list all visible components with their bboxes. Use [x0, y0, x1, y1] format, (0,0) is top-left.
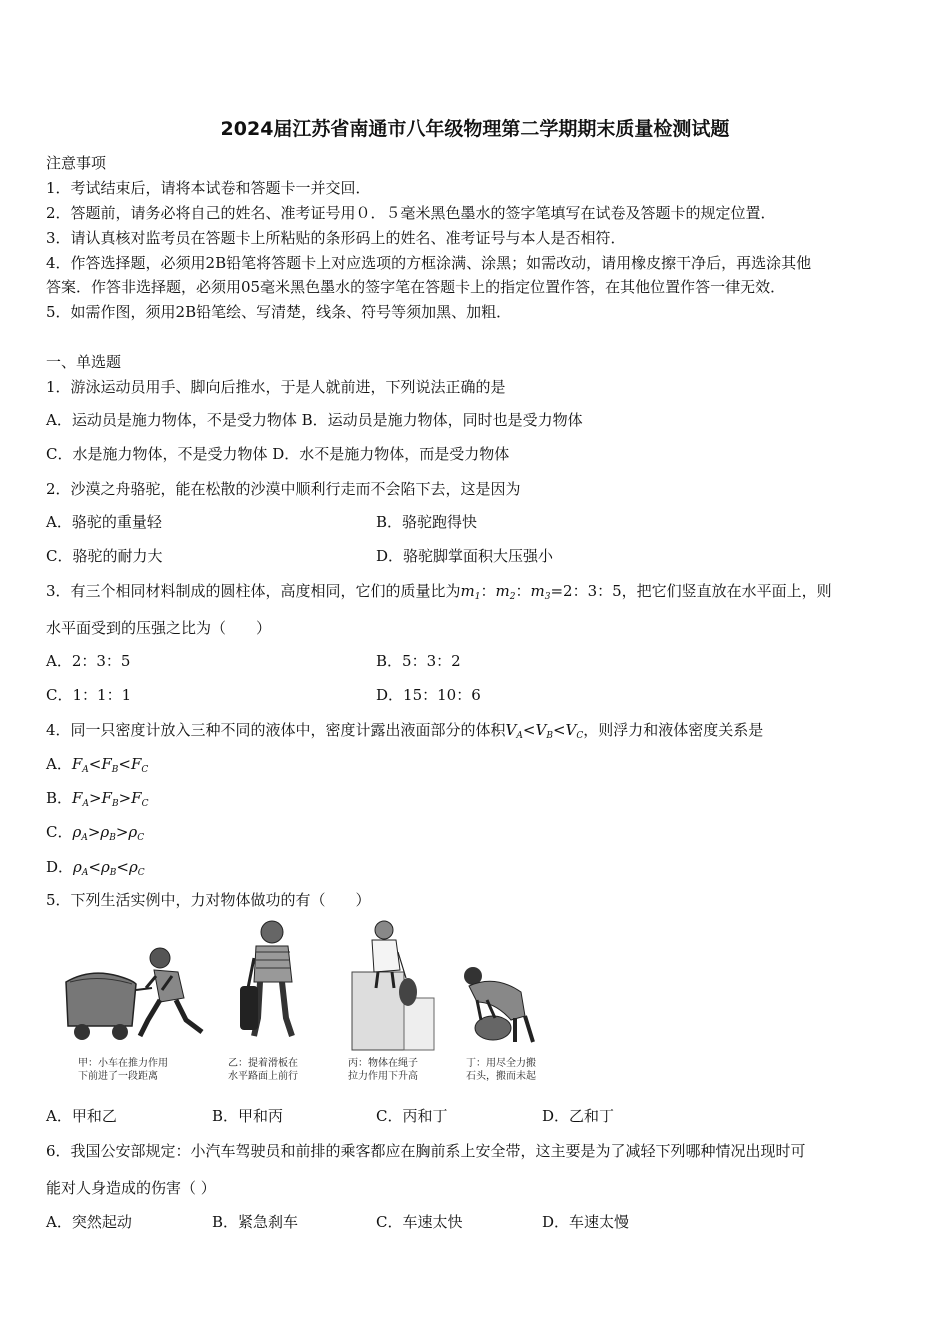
q6-option-d: D．车速太慢 [542, 1213, 630, 1231]
notice-item: 答案．作答非选择题，必须用05毫米黑色墨水的签字笔在答题卡上的指定位置作答，在其他位置作答一律无效． [46, 278, 786, 296]
q4-option-c: C．$\rho_A>\rho_B>\rho_C$ [46, 823, 145, 843]
figure-caption: 乙：提着滑板在 水平路面上前行 [228, 1058, 298, 1082]
section-heading: 一、单选题 [46, 353, 122, 371]
q3-option-a: A．2：3：5 [46, 652, 131, 670]
q5-stem: 5．下列生活实例中，力对物体做功的有（ ） [46, 891, 371, 909]
q3-stem: 3．有三个相同材料制成的圆柱体，高度相同，它们的质量比为$m_1$：$m_2$：$m_3=2$：3：5，把它们竖直放在水平面上，则 [46, 582, 832, 602]
q1-options-row2: C．水是施力物体，不是受力物体 D．水不是施力物体，而是受力物体 [46, 445, 510, 463]
q5-option-a: A．甲和乙 [46, 1107, 117, 1125]
figure-carry-board [232, 918, 312, 1048]
notice-item: 4．作答选择题，必须用2B铅笔将答题卡上对应选项的方框涂满、涂黑；如需改动，请用橡皮擦干净后，再选涂其他 [46, 254, 812, 272]
q3-stem-line2: 水平面受到的压强之比为（ ） [46, 619, 272, 637]
q2-option-a: A．骆驼的重量轻 [46, 513, 162, 531]
q3-option-c: C．1：1：1 [46, 686, 132, 704]
q2-option-d: D．骆驼脚掌面积大压强小 [376, 547, 554, 565]
figure-rope-lift [348, 918, 438, 1053]
q6-stem: 6．我国公安部规定：小汽车驾驶员和前排的乘客都应在胸前系上安全带，这主要是为了减轻下列哪种情况出现时可 [46, 1142, 806, 1160]
page-title: 2024届江苏省南通市八年级物理第二学期期末质量检测试题 [220, 118, 730, 140]
q2-option-c: C．骆驼的耐力大 [46, 547, 163, 565]
figure-caption: 甲：小车在推力作用 下前进了一段距离 [78, 1058, 168, 1082]
q6-stem-line2: 能对人身造成的伤害（ ） [46, 1179, 216, 1197]
q1-stem: 1．游泳运动员用手、脚向后推水，于是人就前进，下列说法正确的是 [46, 378, 506, 396]
q4-stem: 4．同一只密度计放入三种不同的液体中，密度计露出液面部分的体积$V_A<V_B<V_C$，则浮力和液体密度关系是 [46, 721, 764, 741]
q4-option-d: D．$\rho_A<\rho_B<\rho_C$ [46, 858, 145, 878]
q1-options-row1: A．运动员是施力物体，不是受力物体 B．运动员是施力物体，同时也是受力物体 [46, 411, 583, 429]
q5-option-b: B．甲和丙 [212, 1107, 284, 1125]
q6-option-a: A．突然起动 [46, 1213, 132, 1231]
q6-option-c: C．车速太快 [376, 1213, 463, 1231]
figure-lift-stone [455, 962, 550, 1047]
figure-push-cart [60, 940, 210, 1045]
notice-item: 5．如需作图，须用2B铅笔绘、写清楚，线条、符号等须加黑、加粗． [46, 303, 512, 321]
q2-option-b: B．骆驼跑得快 [376, 513, 478, 531]
figure-caption: 丙：物体在绳子 拉力作用下升高 [348, 1058, 418, 1082]
notice-item: 1．考试结束后，请将本试卷和答题卡一并交回． [46, 179, 371, 197]
q6-option-b: B．紧急刹车 [212, 1213, 299, 1231]
figure-caption: 丁：用尽全力搬 石头，搬而未起 [466, 1058, 536, 1082]
q3-option-b: B．5：3：2 [376, 652, 461, 670]
q5-option-c: C．丙和丁 [376, 1107, 448, 1125]
notice-heading: 注意事项 [46, 154, 107, 172]
notice-item: 2．答题前，请务必将自己的姓名、准考证号用０．５毫米黑色墨水的签字笔填写在试卷及答题卡的规定位置． [46, 204, 776, 222]
q2-stem: 2．沙漠之舟骆驼，能在松散的沙漠中顺利行走而不会陷下去，这是因为 [46, 480, 521, 498]
q3-option-d: D．15：10：6 [376, 686, 481, 704]
q5-option-d: D．乙和丁 [542, 1107, 615, 1125]
q4-option-a: A．$F_A<F_B<F_C$ [46, 755, 149, 775]
q4-option-b: B．$F_A>F_B>F_C$ [46, 789, 149, 809]
notice-item: 3．请认真核对监考员在答题卡上所粘贴的条形码上的姓名、准考证号与本人是否相符． [46, 229, 626, 247]
